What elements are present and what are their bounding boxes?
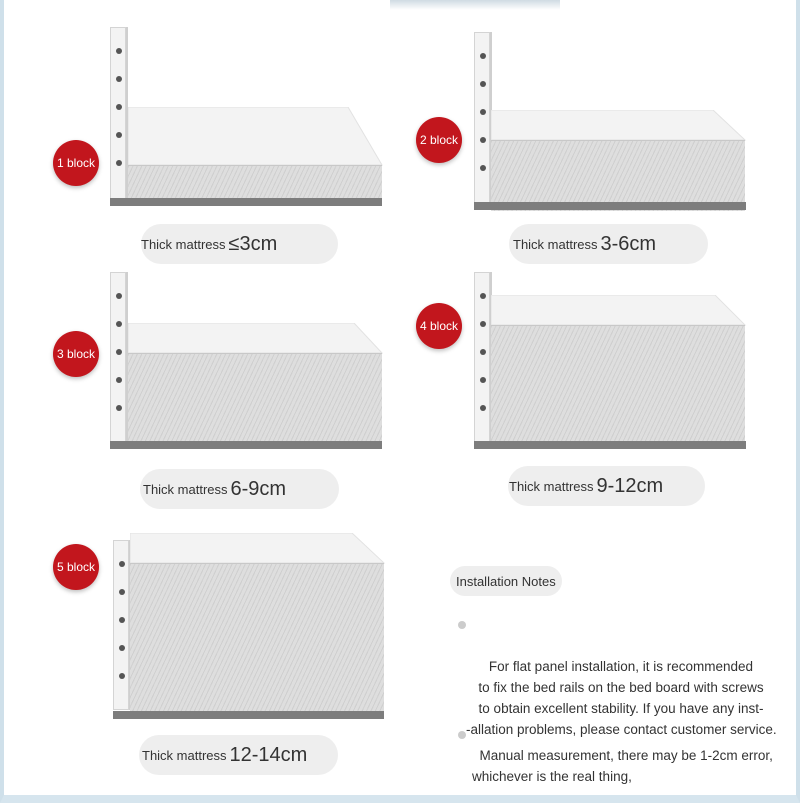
thickness-text: Thick mattress — [143, 481, 228, 497]
note-text: For flat panel installation, it is recommended to fix the bed rails on the bed board with screws to obtain excellent stability. If you have any inst- -allation problems, please contact customer service. — [466, 659, 777, 737]
block-badge: 5 block — [53, 544, 99, 590]
bed-board — [113, 711, 384, 719]
bullet-icon — [458, 621, 466, 629]
note-text: Manual measurement, there may be 1-2cm error, whichever is the real thing, — [472, 748, 773, 784]
block-badge: 1 block — [53, 140, 99, 186]
top-decoration — [390, 0, 560, 10]
thickness-label — [139, 735, 338, 775]
thickness-text: Thick mattress — [509, 478, 594, 494]
block-badge: 4 block — [416, 303, 462, 349]
thickness-text: Thick mattress — [142, 747, 227, 763]
thickness-value: ≤3cm — [228, 232, 278, 255]
thickness-value: 6-9cm — [230, 477, 287, 500]
rail-post — [113, 540, 129, 710]
rail-post — [110, 27, 126, 199]
thickness-label — [508, 466, 705, 506]
thickness-value: 3-6cm — [600, 232, 657, 255]
rail-post — [474, 32, 490, 210]
bed-board — [474, 441, 746, 449]
block-badge: 3 block — [53, 331, 99, 377]
bed-board — [110, 198, 382, 206]
thickness-label — [141, 224, 338, 264]
thickness-label — [140, 469, 339, 509]
installation-note-2 — [472, 724, 772, 787]
thickness-text: Thick mattress — [513, 236, 598, 252]
bed-board — [110, 441, 382, 449]
thickness-label — [509, 224, 708, 264]
bed-board — [474, 202, 746, 210]
installation-notes-title: Installation Notes — [450, 566, 562, 596]
block-badge: 2 block — [416, 117, 462, 163]
bullet-icon — [458, 731, 466, 739]
thickness-value: 12-14cm — [229, 743, 308, 766]
thickness-text: Thick mattress — [141, 236, 226, 252]
rail-post — [110, 272, 126, 442]
thickness-value: 9-12cm — [596, 474, 664, 497]
rail-post — [474, 272, 490, 442]
